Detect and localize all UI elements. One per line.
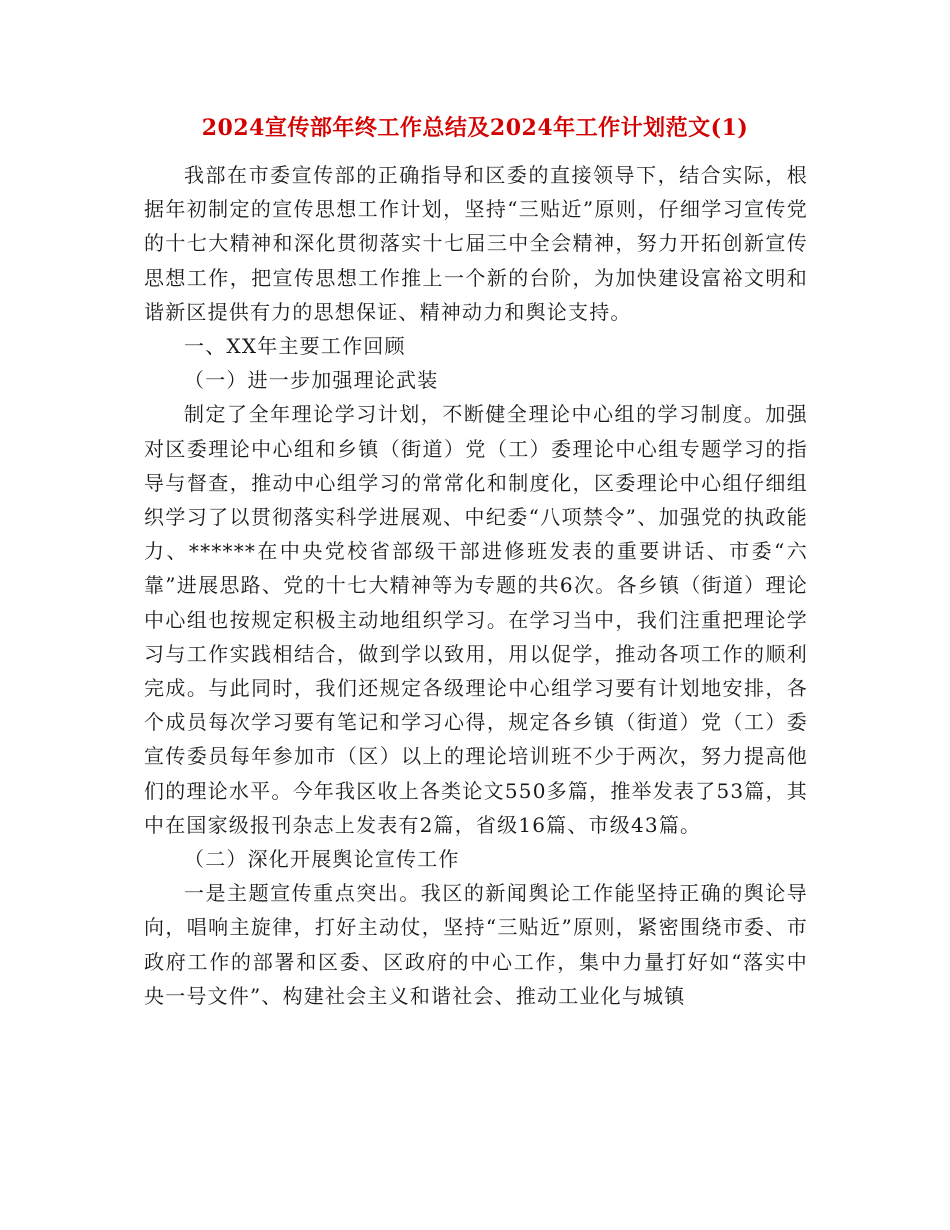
section-heading-review: 一、XX年主要工作回顾 <box>184 334 406 359</box>
document-body <box>144 158 808 1013</box>
subsection-heading-publicity: （二）深化开展舆论宣传工作 <box>184 847 460 872</box>
document-title: 2024宣传部年终工作总结及2024年工作计划范文(1) <box>201 115 749 141</box>
theory-paragraph: 制定了全年理论学习计划，不断健全理论中心组的学习制度。加强对区委理论中心组和乡镇（街道）党（工）委理论中心组专题学习的指导与督查，推动中心组学习的常常化和制度化，区委理论中心组仔细组织学习了以贯彻落实科学进展观、中纪委“八项禁令”、加强党的执政能力、******在中央党校省部级干部进修班发表的重要讲话、市委“六靠”进展思路、党的十七大精神等为专题的共6次。各乡镇（街道）理论中心组也按规定积极主动地组织学习。在学习当中，我们注重把理论学习与工作实践相结合，做到学以致用，用以促学，推动各项工作的顺利完成。与此同时，我们还规定各级理论中心组学习要有计划地安排，各个成员每次学习要有笔记和学习心得，规定各乡镇（街道）党（工）委宣传委员每年参加市（区）以上的理论培训班不少于两次，努力提高他们的理论水平。今年我区收上各类论文550多篇，推举发表了53篇，其中在国家级报刊杂志上发表有2篇，省级16篇、市级43篇。 <box>144 402 808 837</box>
publicity-paragraph: 一是主题宣传重点突出。我区的新闻舆论工作能坚持正确的舆论导向，唱响主旋律，打好主动仗，坚持“三贴近”原则，紧密围绕市委、市政府工作的部署和区委、区政府的中心工作，集中力量打好如“落实中央一号文件”、构建社会主义和谐社会、推动工业化与城镇 <box>144 881 808 1008</box>
subsection-heading-theory: （一）进一步加强理论武装 <box>184 368 439 393</box>
intro-paragraph: 我部在市委宣传部的正确指导和区委的直接领导下，结合实际，根据年初制定的宣传思想工作计划，坚持“三贴近”原则，仔细学习宣传党的十七大精神和深化贯彻落实十七届三中全会精神，努力开拓创新宣传思想工作，把宣传思想工作推上一个新的台阶，为加快建设富裕文明和谐新区提供有力的思想保证、精神动力和舆论支持。 <box>144 163 808 324</box>
